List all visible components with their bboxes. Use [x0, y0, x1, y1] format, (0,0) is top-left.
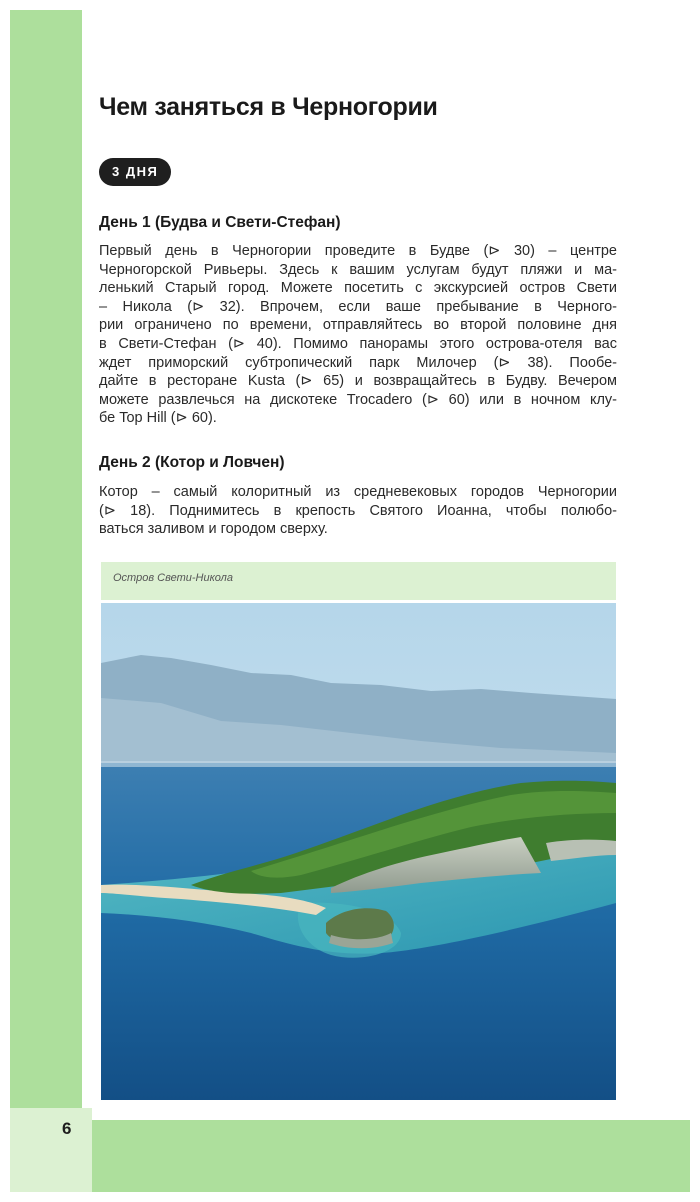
- text-line: Черногорской Ривьеры. Здесь к вашим услугам будут пляжи и ма-: [99, 261, 617, 278]
- day1-paragraph: [99, 242, 617, 428]
- page-title: Чем заняться в Черногории: [99, 93, 438, 121]
- left-decorative-band: [10, 10, 82, 1110]
- duration-badge: 3 ДНЯ: [99, 158, 171, 186]
- text-line: Первый день в Черногории проведите в Будве (⊳ 30) – центре: [99, 243, 617, 259]
- page-number: 6: [62, 1119, 72, 1138]
- text-line: (⊳ 18). Поднимитесь в крепость Святого Иоанна, чтобы полюбо-: [99, 502, 617, 519]
- text-line: в Свети-Стефан (⊳ 40). Помимо панорамы этого острова-отеля вас: [99, 335, 617, 352]
- photo-caption-box: [101, 562, 616, 600]
- island-photo: [101, 603, 616, 1100]
- text-line: можете развлечься на дискотеке Trocadero (⊳ 60) или в ночном клу-: [99, 391, 617, 408]
- text-line: – Никола (⊳ 32). Впрочем, если ваше пребывание в Черного-: [99, 298, 617, 315]
- text-line: рии ограничено по времени, отправляйтесь во второй половине дня: [99, 317, 617, 334]
- text-line: ваться заливом и городом сверху.: [99, 521, 328, 538]
- bottom-decorative-band: [92, 1120, 690, 1192]
- text-line: бе Top Hill (⊳ 60).: [99, 410, 217, 427]
- text-line: Котор – самый колоритный из средневековых городов Черногории: [99, 484, 617, 500]
- day2-heading: День 2 (Котор и Ловчен): [99, 454, 285, 471]
- text-line: ждет приморский субтропический парк Милочер (⊳ 38). Пообе-: [99, 354, 617, 371]
- photo-caption: Остров Свети-Никола: [113, 572, 233, 584]
- page-number-box: [10, 1108, 92, 1192]
- text-line: ленький Старый город. Можете посетить с экскурсией остров Свети: [99, 280, 617, 297]
- day1-heading: День 1 (Будва и Свети-Стефан): [99, 214, 341, 231]
- day2-paragraph: [99, 483, 617, 539]
- text-line: дайте в ресторане Kusta (⊳ 65) и возвращайтесь в Будву. Вечером: [99, 373, 617, 390]
